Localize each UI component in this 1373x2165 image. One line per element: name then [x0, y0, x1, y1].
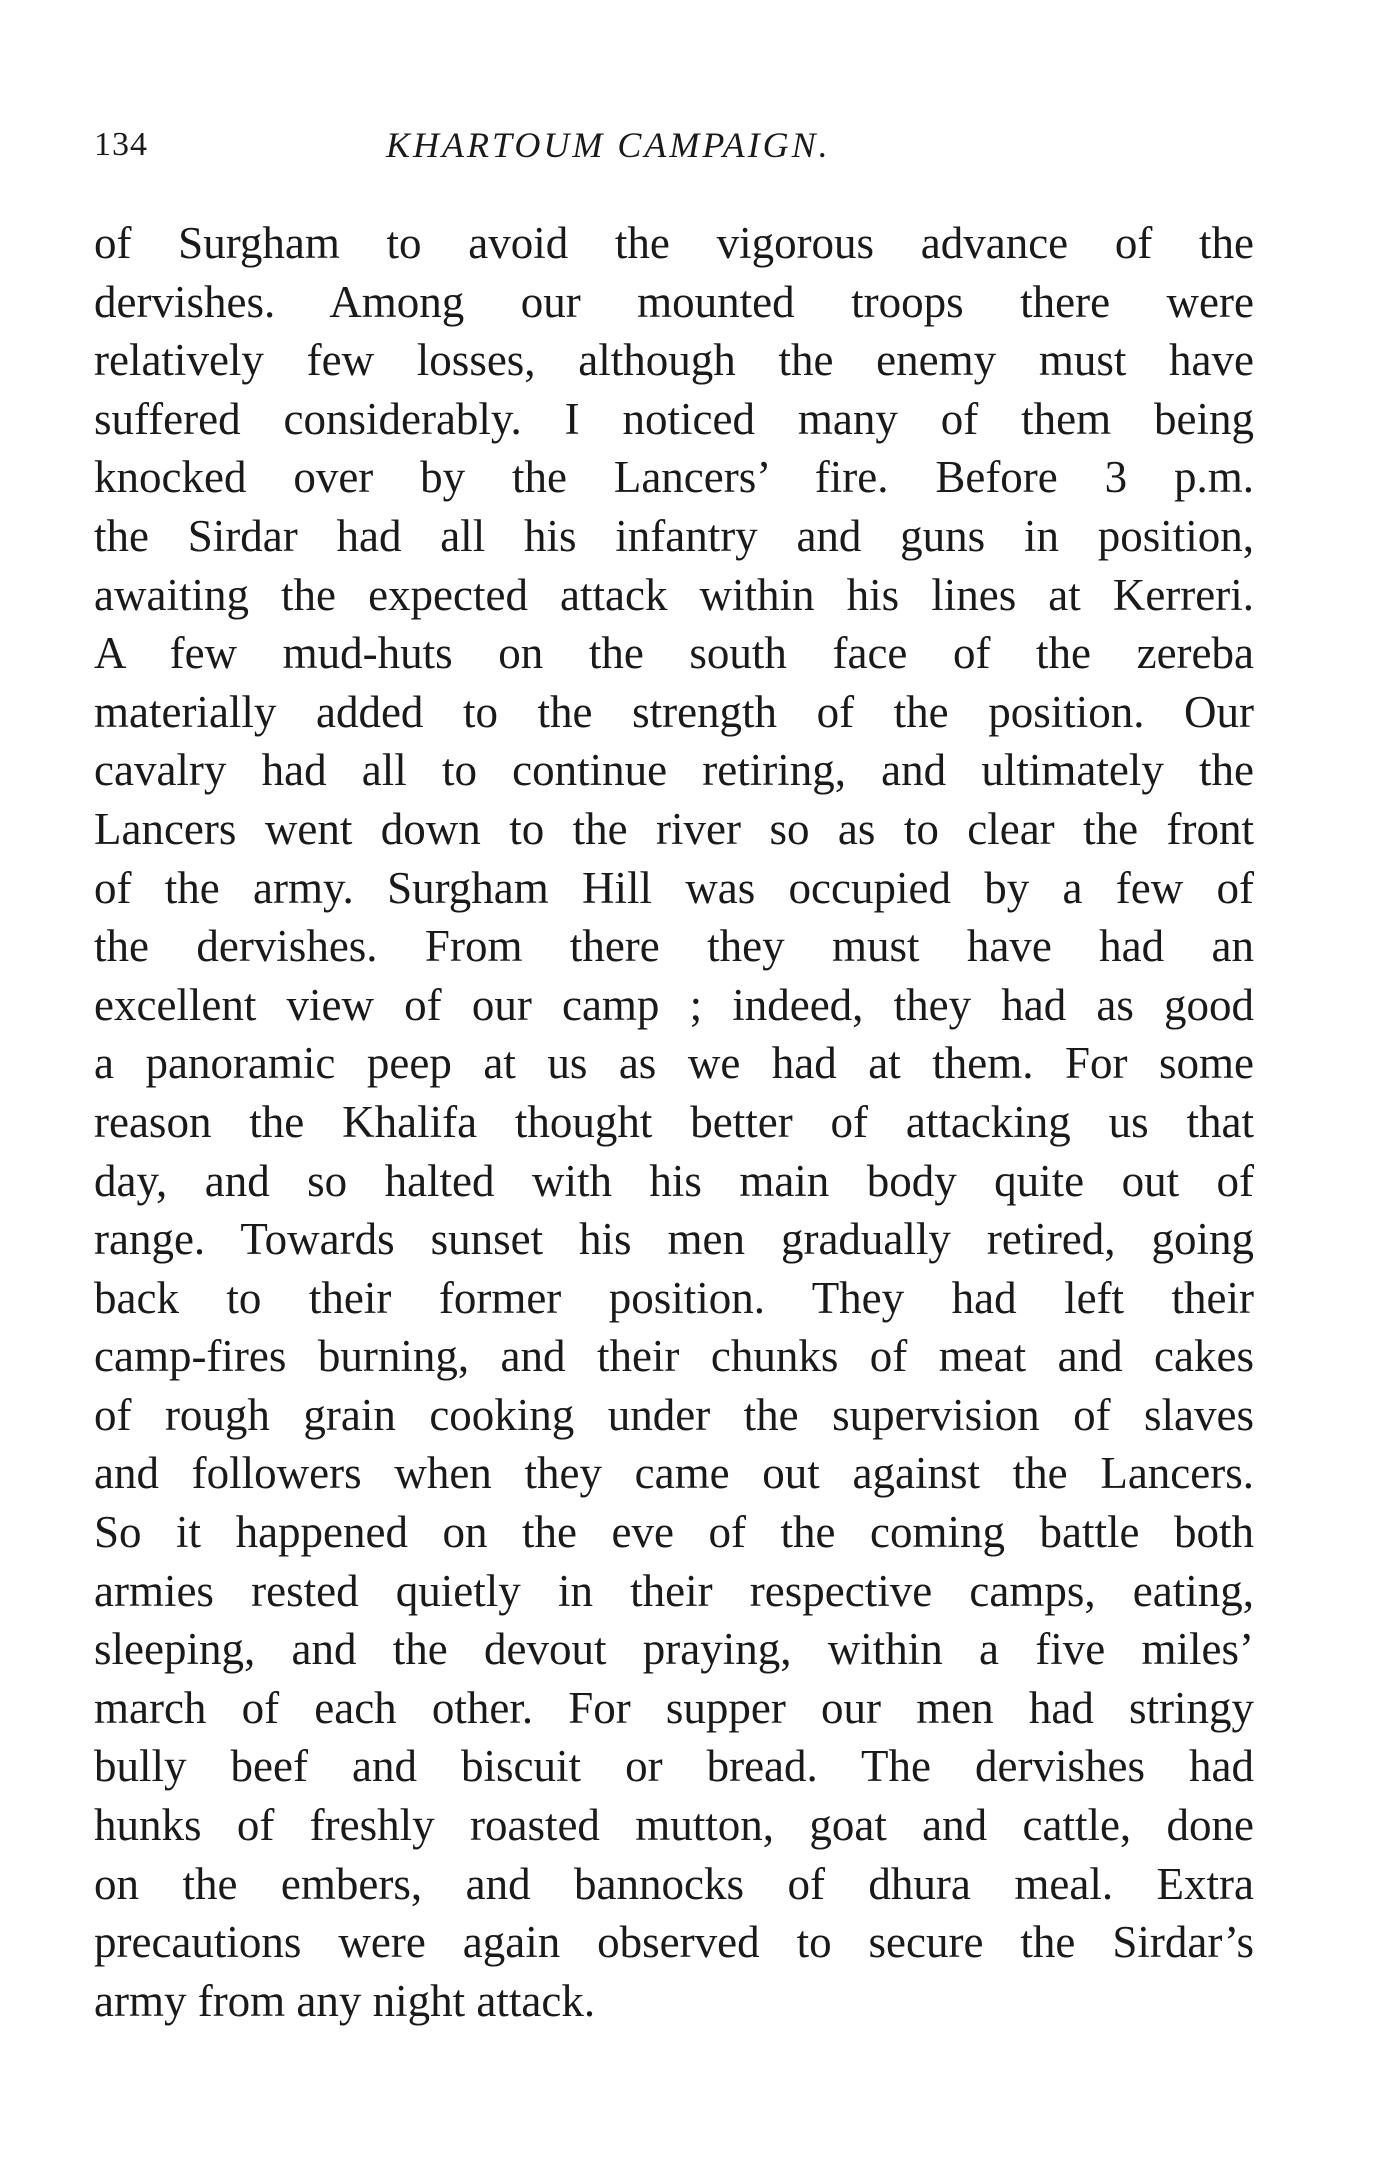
text-line: cavalry had all to continue retiring, and ultimately the [94, 745, 1254, 796]
text-line: the dervishes. From there they must have had an [94, 921, 1254, 972]
text-line: knocked over by the Lancers’ fire. Before 3 p.m. [94, 452, 1254, 503]
text-line: So it happened on the eve of the coming battle both [94, 1507, 1254, 1558]
text-line: back to their former position. They had left their [94, 1272, 1254, 1323]
text-line: awaiting the expected attack within his lines at Kerreri. [94, 569, 1254, 620]
text-line: sleeping, and the devout praying, within a five miles’ [94, 1624, 1254, 1675]
text-line: Lancers went down to the river so as to clear the front [94, 803, 1254, 854]
text-line: and followers when they came out against the Lancers. [94, 1448, 1254, 1499]
text-line: precautions were again observed to secure the Sirdar’s [94, 1917, 1254, 1968]
text-line: reason the Khalifa thought better of attacking us that [94, 1096, 1254, 1147]
text-line: A few mud-huts on the south face of the zereba [94, 628, 1254, 679]
text-line: army from any night attack. [94, 1975, 596, 2026]
text-line: of the army. Surgham Hill was occupied by a few of [94, 862, 1254, 913]
text-line: relatively few losses, although the enemy must have [94, 335, 1254, 386]
running-head: KHARTOUM CAMPAIGN. [386, 125, 831, 165]
text-line: the Sirdar had all his infantry and guns in position, [94, 510, 1254, 561]
text-line: on the embers, and bannocks of dhura meal. Extra [94, 1858, 1254, 1909]
text-line: dervishes. Among our mounted troops there were [94, 276, 1254, 327]
text-line: a panoramic peep at us as we had at them. For some [94, 1038, 1254, 1089]
text-line: camp-fires burning, and their chunks of meat and cakes [94, 1331, 1254, 1382]
text-line: of Surgham to avoid the vigorous advance of the [94, 218, 1254, 268]
page-number: 134 [94, 126, 148, 163]
text-line: excellent view of our camp ; indeed, they had as good [94, 979, 1254, 1030]
text-line: bully beef and biscuit or bread. The dervishes had [94, 1741, 1254, 1792]
text-line: materially added to the strength of the position. Our [94, 686, 1254, 737]
text-line: suffered considerably. I noticed many of them being [94, 393, 1254, 444]
body-text [94, 214, 1254, 2030]
text-line: range. Towards sunset his men gradually retired, going [94, 1214, 1254, 1265]
text-line: of rough grain cooking under the supervision of slaves [94, 1389, 1254, 1440]
text-line: armies rested quietly in their respective camps, eating, [94, 1565, 1254, 1616]
text-line: hunks of freshly roasted mutton, goat and cattle, done [94, 1800, 1254, 1851]
text-line: day, and so halted with his main body quite out of [94, 1155, 1254, 1206]
text-line: march of each other. For supper our men had stringy [94, 1682, 1254, 1733]
